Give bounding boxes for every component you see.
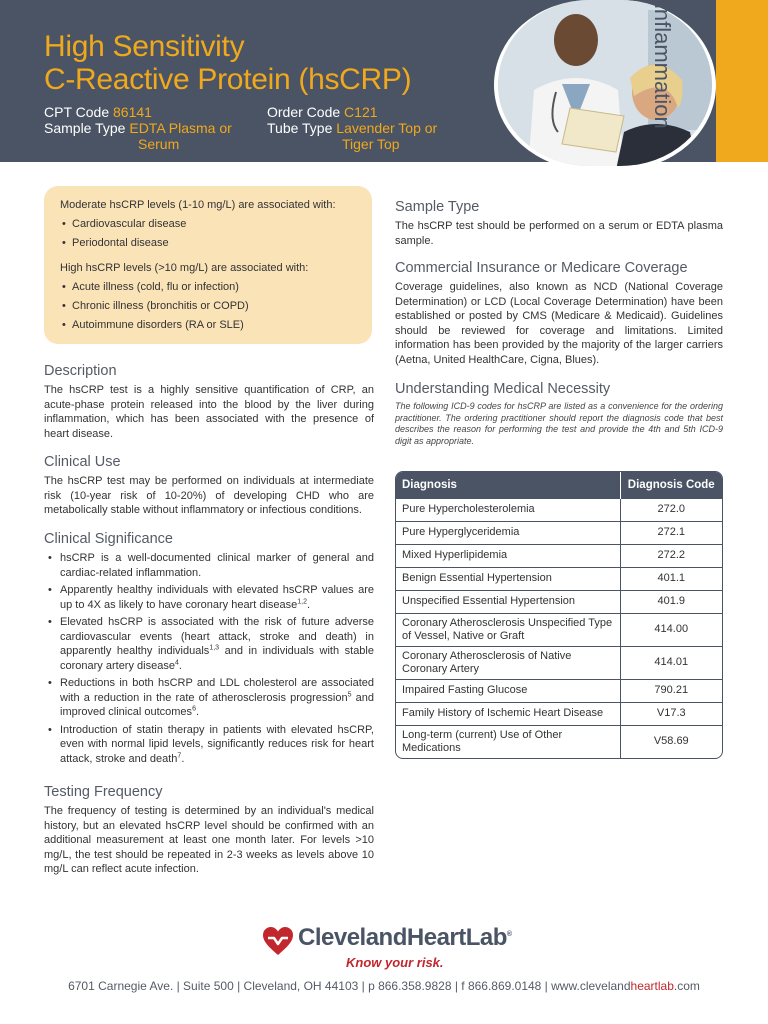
list-item-text: Apparently healthy individuals with elevated hsCRP values are up to 4X as likely to have coronary heart disease [60,584,374,611]
footer-contact-line [0,979,768,993]
table-row [396,521,722,544]
clinical-significance-section [44,530,374,769]
description-title: Description [44,363,117,379]
title-line-1: High Sensitivity [44,30,245,63]
moderate-levels-heading: Moderate hsCRP levels (1-10 mg/L) are associated with: [60,199,336,211]
diagnosis-cell: Long-term (current) Use of Other Medications [396,725,620,758]
diagnosis-code-cell: V58.69 [620,725,722,758]
list-item [44,583,374,612]
table-row [396,725,722,758]
column-header-code: Diagnosis Code [620,472,722,498]
cpt-code-label: CPT Code [44,104,110,120]
tube-type-value-cont: Tiger Top [342,136,400,152]
category-label-wrap [650,0,768,162]
diagnosis-cell: Benign Essential Hypertension [396,567,620,590]
sample-type-label: Sample Type [44,120,126,136]
sample-type-title: Sample Type [395,199,480,215]
diagnosis-cell: Pure Hypercholesterolemia [396,498,620,521]
medical-necessity-body: The following ICD-9 codes for hsCRP are listed as a convenience for the ordering practitioner. The ordering practitioner should report the diagnosis code that best describes the reason for performing the test and provide the 4th and 5th ICD-9 digit as appropriate. [395,401,723,446]
cpt-code-row [44,104,232,120]
list-item-text: Introduction of statin therapy in patients with elevated hsCRP, even with normal lipid levels, significantly reduces risk for heart attack, stroke and death [60,723,374,765]
order-code-row [267,104,437,120]
clinical-use-title: Clinical Use [44,454,121,470]
list-item-tail: and improved clinical outcomes [60,691,374,718]
sample-type-body: The hsCRP test should be performed on a serum or EDTA plasma sample. [395,220,723,247]
moderate-levels-list [60,215,356,253]
medical-necessity-title: Understanding Medical Necessity [395,381,611,397]
diagnosis-cell: Coronary Atherosclerosis Unspecified Type of Vessel, Native or Graft [396,613,620,646]
hscrp-levels-callout [44,186,372,344]
meta-right [267,104,437,152]
clinical-significance-list [44,551,374,766]
table-row [396,498,722,521]
list-item-tail: . [181,752,185,765]
heart-logo-icon [262,926,294,956]
diagnosis-cell: Mixed Hyperlipidemia [396,544,620,567]
table-body [396,498,722,758]
logo-registered-mark: ® [506,931,512,938]
diagnosis-code-cell: 272.1 [620,521,722,544]
list-item-end: . [195,706,200,718]
tube-type-label: Tube Type [267,120,333,136]
list-item: • Cardiovascular disease [60,215,356,234]
sample-type-row [44,120,232,136]
citation: 4 [174,658,179,666]
list-item-text: Elevated hsCRP is associated with the risk of future adverse cardiovascular events (heart attack, stroke and death) in apparently healthy individuals [60,616,374,657]
testing-frequency-body: The frequency of testing is determined by an individual's medical history, but an elevated hsCRP level should be confirmed with an additional measurement at least one month later. For levels >10 mg/L, the test should be repeated in 2-3 weeks as levels above 10 mg/L can reflect acute infection. [44,805,374,875]
logo-wordmark [298,924,512,952]
logo-word-cleveland: Cleveland [298,924,407,951]
table-row [396,679,722,702]
testing-frequency-title: Testing Frequency [44,784,163,800]
list-item [44,615,374,673]
list-item-text: hsCRP is a well-documented clinical marker of general and cardiac-related inflammation. [60,552,374,579]
clinical-use-body: The hsCRP test may be performed on individuals at intermediate risk (10-year risk of 10-20%) of developing CHD who are metabolically stable without inflammatory or infectious conditions. [44,475,374,516]
footer-address: 6701 Carnegie Ave. | Suite 500 | Cleveland, OH 44103 | p 866.358.9828 | f 866.869.0148 | www. [68,979,580,993]
coverage-body: Coverage guidelines, also known as NCD (National Coverage Determination) or LCD (Local Coverage Determination) have been established or posted by CMS (Medicare & Medicaid). Guidelines should be reviewed for coverage and limitations. Limited information has been provided by the majority of the larger carriers (Aetna, United HealthCare, Cigna, Blues). [395,281,723,366]
order-code-value: C121 [344,104,378,120]
tube-type-row [267,120,437,136]
diagnosis-cell: Family History of Ischemic Heart Disease [396,702,620,725]
diagnosis-code-cell: 272.0 [620,498,722,521]
footer-url-part[interactable]: cleveland [579,979,631,993]
column-header-diagnosis: Diagnosis [396,472,620,498]
coverage-section [395,259,723,367]
sample-type-section [395,198,723,248]
diagnosis-code-cell: 401.9 [620,590,722,613]
list-item: • Autoimmune disorders (RA or SLE) [60,316,356,335]
description-body: The hsCRP test is a highly sensitive quantification of CRP, an acute-phase protein released into the blood by the liver during inflammation, which has been associated with the presence of heart disease. [44,384,374,440]
clinical-use-section [44,453,374,518]
diagnosis-code-cell: 414.01 [620,646,722,679]
diagnosis-cell: Pure Hyperglyceridemia [396,521,620,544]
footer-url-part[interactable]: heartlab [630,979,674,993]
diagnosis-cell: Unspecified Essential Hypertension [396,590,620,613]
list-item-tail: . [306,598,311,611]
citation: 5 [347,690,352,698]
list-item [44,676,374,720]
diagnosis-code-cell: 272.2 [620,544,722,567]
table-row [396,544,722,567]
diagnosis-table [395,471,723,759]
page-title [44,30,411,96]
sample-type-value-cont: Serum [138,136,180,152]
category-label: inflammation [650,4,675,129]
list-item-tail: and in individuals with stable coronary artery disease [60,645,374,672]
diagnosis-code-cell: 790.21 [620,679,722,702]
cpt-code-value: 86141 [113,104,152,120]
sample-type-value: EDTA Plasma or [129,120,232,136]
coverage-title: Commercial Insurance or Medicare Coverage [395,260,688,276]
title-line-2: C-Reactive Protein (hsCRP) [44,63,412,96]
clinical-significance-title: Clinical Significance [44,531,173,547]
order-code-label: Order Code [267,104,341,120]
table-row [396,613,722,646]
high-levels-heading: High hsCRP levels (>10 mg/L) are associated with: [60,262,309,274]
citation: 1,2 [297,597,307,605]
cleveland-heartlab-logo [262,924,522,974]
testing-frequency-section [44,783,374,877]
photo-illustration [498,0,716,170]
citation: 7 [177,751,182,759]
list-item [44,551,374,580]
tube-type-value: Lavender Top or [336,120,438,136]
description-section [44,362,374,441]
list-item-end: . [178,659,182,672]
footer-url-part[interactable]: .com [673,979,700,993]
medical-necessity-section [395,380,723,447]
high-levels-list [60,278,356,335]
list-item: • Periodontal disease [60,234,356,253]
citation: 1,3 [209,644,220,652]
table-row [396,702,722,725]
table-row [396,646,722,679]
list-item-text: Reductions in both hsCRP and LDL cholesterol are associated with a reduction in the rate of atherosclerosis progression [60,677,374,704]
table-header-row [396,472,722,498]
list-item: • Chronic illness (bronchitis or COPD) [60,297,356,316]
list-item [44,723,374,767]
table-row [396,567,722,590]
diagnosis-cell: Coronary Atherosclerosis of Native Coronary Artery [396,646,620,679]
diagnosis-code-cell: 401.1 [620,567,722,590]
diagnosis-code-cell: V17.3 [620,702,722,725]
diagnosis-cell: Impaired Fasting Glucose [396,679,620,702]
meta-left [44,104,232,152]
doctor-patient-photo [494,0,716,170]
list-item: • Acute illness (cold, flu or infection) [60,278,356,297]
table-row [396,590,722,613]
logo-word-heartlab: HeartLab [406,924,507,951]
logo-tagline: Know your risk. [346,955,444,970]
citation: 6 [192,705,196,713]
diagnosis-code-cell: 414.00 [620,613,722,646]
